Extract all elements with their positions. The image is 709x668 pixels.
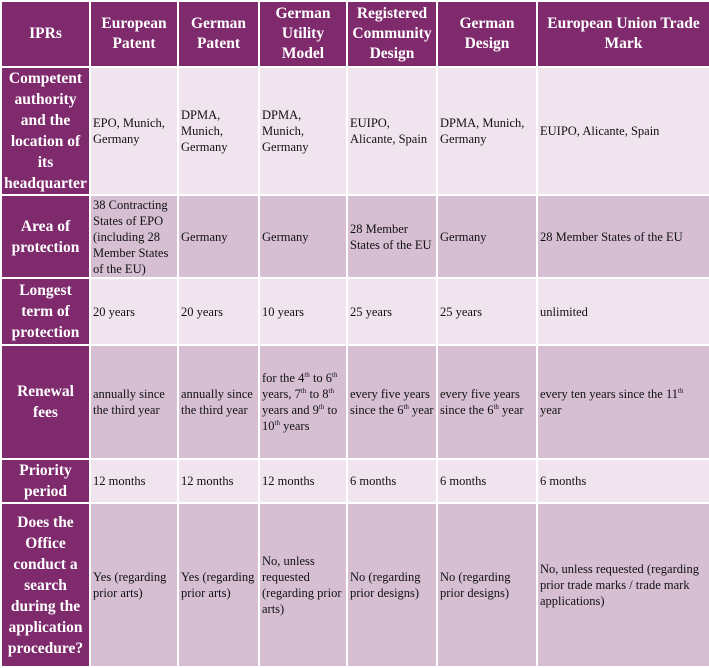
table-cell: 38 Contracting States of EPO (including 28 Member States of the EU) (90, 195, 178, 278)
table-cell: unlimited (537, 278, 709, 345)
table-cell: DPMA, Munich, Germany (178, 67, 259, 195)
table-cell: 25 years (437, 278, 537, 345)
table-cell: No (regarding prior designs) (347, 503, 437, 667)
table-row (1, 278, 709, 345)
table-cell: No (regarding prior designs) (437, 503, 537, 667)
table-row (1, 345, 709, 459)
table-cell: annually since the third year (178, 345, 259, 459)
row-header: Area of protection (1, 195, 90, 278)
row-header: Does the Office conduct a search during the application procedure? (1, 503, 90, 667)
table-cell: 28 Member States of the EU (347, 195, 437, 278)
table-cell: 20 years (90, 278, 178, 345)
table-cell: 10 years (259, 278, 347, 345)
table-cell: DPMA, Munich, Germany (259, 67, 347, 195)
row-header: Renewal fees (1, 345, 90, 459)
header-row (1, 1, 709, 67)
renewal-cell-utility: for the 4th to 6th years, 7th to 8th years and 9th to 10th years (259, 345, 347, 459)
table-cell: 20 years (178, 278, 259, 345)
column-header: European Patent (90, 1, 178, 67)
row-header: Longest term of protection (1, 278, 90, 345)
table-cell: No, unless requested (regarding prior trade marks / trade mark applications) (537, 503, 709, 667)
row-header: Priority period (1, 459, 90, 503)
table-cell: 6 months (347, 459, 437, 503)
table-cell: 12 months (178, 459, 259, 503)
table-row (1, 503, 709, 667)
table-cell: annually since the third year (90, 345, 178, 459)
table-cell: DPMA, Munich, Germany (437, 67, 537, 195)
table-cell: EPO, Munich, Germany (90, 67, 178, 195)
table-cell: No, unless requested (regarding prior arts) (259, 503, 347, 667)
column-header: European Union Trade Mark (537, 1, 709, 67)
table-cell: Germany (178, 195, 259, 278)
corner-header: IPRs (1, 1, 90, 67)
renewal-cell-eu-trade-mark: every ten years since the 11th year (537, 345, 709, 459)
table-cell: Yes (regarding prior arts) (90, 503, 178, 667)
table-cell: Germany (259, 195, 347, 278)
table-row (1, 459, 709, 503)
row-header: Competent authority and the location of its headquarter (1, 67, 90, 195)
table-cell: 28 Member States of the EU (537, 195, 709, 278)
table-cell: 12 months (259, 459, 347, 503)
renewal-cell-community-design: every five years since the 6th year (347, 345, 437, 459)
table-row (1, 67, 709, 195)
column-header: German Design (437, 1, 537, 67)
renewal-cell-german-design: every five years since the 6th year (437, 345, 537, 459)
table-cell: EUIPO, Alicante, Spain (347, 67, 437, 195)
table-cell: 25 years (347, 278, 437, 345)
table-row (1, 195, 709, 278)
column-header: German Patent (178, 1, 259, 67)
column-header: Registered Community Design (347, 1, 437, 67)
column-header: German Utility Model (259, 1, 347, 67)
table-cell: EUIPO, Alicante, Spain (537, 67, 709, 195)
table-cell: 6 months (437, 459, 537, 503)
table-cell: Yes (regarding prior arts) (178, 503, 259, 667)
table-cell: 12 months (90, 459, 178, 503)
table-cell: Germany (437, 195, 537, 278)
table-cell: 6 months (537, 459, 709, 503)
